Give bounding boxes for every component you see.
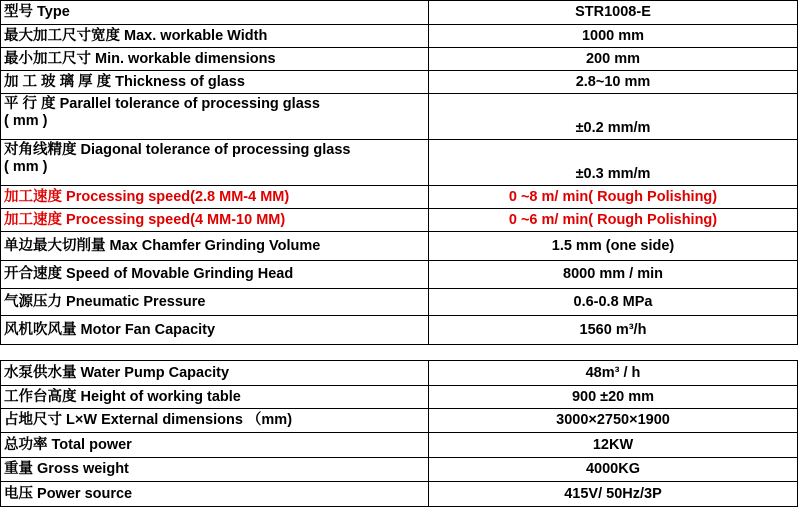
spec-label xyxy=(1,71,429,94)
spec-value: 2.8~10 mm xyxy=(429,71,798,94)
spec-label-line: 最小加工尺寸 Min. workable dimensions xyxy=(4,50,276,67)
spec-label-line: 开合速度 Speed of Movable Grinding Head xyxy=(4,266,294,282)
spec-row xyxy=(1,409,798,433)
spec-table-top-body xyxy=(1,1,798,345)
spec-label-line: 加工速度 Processing speed(2.8 MM-4 MM) xyxy=(4,188,290,205)
spec-value: 900 ±20 mm xyxy=(429,386,798,409)
spec-row xyxy=(1,186,798,209)
spec-value: 1000 mm xyxy=(429,25,798,48)
spec-label-line: 平 行 度 Parallel tolerance of processing glass xyxy=(4,96,320,112)
spec-value: 48m³ / h xyxy=(429,361,798,386)
spec-label xyxy=(1,316,429,345)
spec-table-bottom xyxy=(0,360,798,507)
spec-row xyxy=(1,232,798,261)
spec-label xyxy=(1,1,429,25)
spec-label-line: ( mm ) xyxy=(4,159,48,175)
spec-row xyxy=(1,48,798,71)
spec-row xyxy=(1,25,798,48)
spec-label-line: 电压 Power source xyxy=(4,485,133,502)
spec-value: 8000 mm / min xyxy=(429,261,798,289)
spec-value: 415V/ 50Hz/3P xyxy=(429,482,798,507)
spec-value: STR1008-E xyxy=(429,1,798,25)
spec-value: 4000KG xyxy=(429,458,798,482)
spec-label xyxy=(1,482,429,507)
spec-row xyxy=(1,94,798,140)
spec-label xyxy=(1,386,429,409)
spec-label xyxy=(1,140,429,186)
spec-row xyxy=(1,482,798,507)
spec-label xyxy=(1,261,429,289)
spec-row xyxy=(1,361,798,386)
spec-label xyxy=(1,458,429,482)
spec-label-line: 占地尺寸 L×W External dimensions （mm) xyxy=(4,412,293,428)
spec-label xyxy=(1,232,429,261)
spec-row xyxy=(1,209,798,232)
spec-label-line: 型号 Type xyxy=(4,4,70,20)
spec-label-line: 最大加工尺寸宽度 Max. workable Width xyxy=(4,27,268,44)
spec-table-bottom-body xyxy=(1,361,798,507)
spec-label-line: 气源压力 Pneumatic Pressure xyxy=(4,293,206,310)
spec-label xyxy=(1,361,429,386)
spec-row xyxy=(1,140,798,186)
spec-row xyxy=(1,433,798,458)
spec-label xyxy=(1,94,429,140)
spec-row xyxy=(1,289,798,316)
spec-value: 0.6-0.8 MPa xyxy=(429,289,798,316)
spec-row xyxy=(1,316,798,345)
spec-label-line: 加 工 玻 璃 厚 度 Thickness of glass xyxy=(4,73,245,90)
spec-value: 1560 m³/h xyxy=(429,316,798,345)
spec-value: 3000×2750×1900 xyxy=(429,409,798,433)
spec-label-line: 总功率 Total power xyxy=(4,436,132,453)
spec-label xyxy=(1,186,429,209)
spec-label xyxy=(1,433,429,458)
spec-label-line: 水泵供水量 Water Pump Capacity xyxy=(4,364,230,381)
spec-label-line: 风机吹风量 Motor Fan Capacity xyxy=(4,321,216,338)
spec-label xyxy=(1,25,429,48)
spec-row xyxy=(1,71,798,94)
spec-row xyxy=(1,261,798,289)
spec-label xyxy=(1,209,429,232)
spec-label-line: 重量 Gross weight xyxy=(4,461,129,477)
spec-label-line: 加工速度 Processing speed(4 MM-10 MM) xyxy=(4,211,286,228)
spec-value: 0 ~6 m/ min( Rough Polishing) xyxy=(429,209,798,232)
spec-value: 12KW xyxy=(429,433,798,458)
spec-row xyxy=(1,386,798,409)
spec-label-line: 单边最大切削量 Max Chamfer Grinding Volume xyxy=(4,237,321,254)
spec-label-line: ( mm ) xyxy=(4,113,48,129)
spec-value: ±0.2 mm/m xyxy=(429,94,798,140)
spec-label-line: 工作台高度 Height of working table xyxy=(4,388,241,405)
spec-row xyxy=(1,458,798,482)
spec-value: 0 ~8 m/ min( Rough Polishing) xyxy=(429,186,798,209)
spec-label xyxy=(1,289,429,316)
spec-label-line: 对角线精度 Diagonal tolerance of processing glass xyxy=(4,142,351,158)
spec-value: 200 mm xyxy=(429,48,798,71)
spec-label xyxy=(1,409,429,433)
spec-value: 1.5 mm (one side) xyxy=(429,232,798,261)
spec-label xyxy=(1,48,429,71)
spec-row xyxy=(1,1,798,25)
spec-value: ±0.3 mm/m xyxy=(429,140,798,186)
